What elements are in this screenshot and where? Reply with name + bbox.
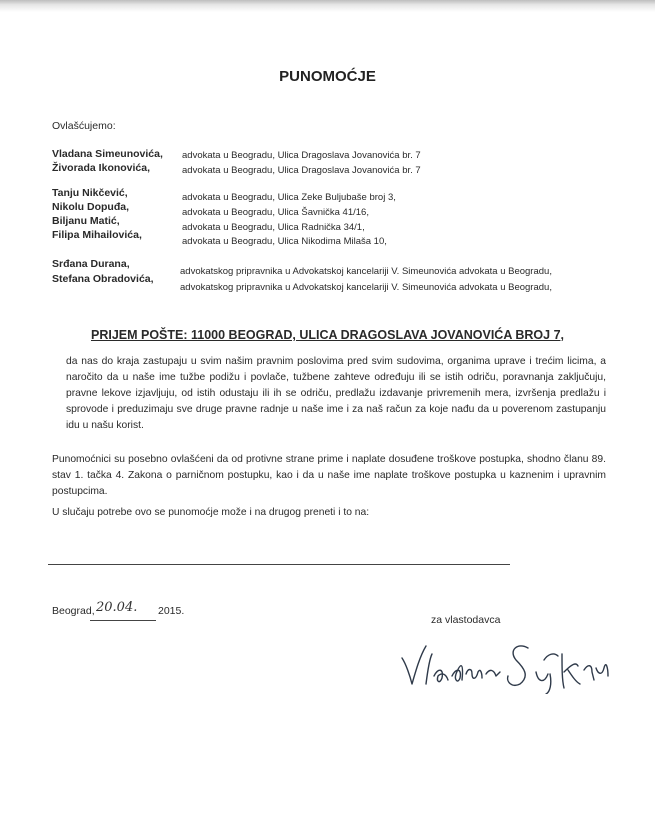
intern-name: Srđana Durana,	[52, 258, 130, 270]
date-year: 2015.	[158, 605, 185, 617]
delivery-address-heading: PRIJEM POŠTE: 11000 BEOGRAD, ULICA DRAGOSLAVA JOVANOVIĆA BROJ 7,	[90, 328, 564, 342]
intern-address: advokatskog pripravnika u Advokatskoj kancelariji V. Simeunovića advokata u Beogradu,	[180, 266, 552, 277]
attorney-name: Nikolu Dopuđa,	[52, 201, 129, 213]
attorney-address: advokata u Beogradu, Ulica Zeke Buljubaše broj 3,	[182, 192, 396, 203]
attorney-name: Živorada Ikonovića,	[52, 162, 151, 174]
attorney-address: advokata u Beogradu, Ulica Dragoslava Jovanovića br. 7	[182, 165, 421, 176]
intern-name: Stefana Obradovića,	[52, 273, 154, 285]
attorney-name: Tanju Nikčević,	[52, 187, 128, 199]
document-title: PUNOMOĆJE	[279, 68, 376, 85]
transfer-paragraph: U slučaju potrebe ovo se punomoćje može i na drugog preneti i to na:	[52, 507, 370, 518]
handwritten-date: 20.04.	[96, 600, 138, 615]
substitute-blank-line	[48, 564, 510, 565]
scan-edge-shadow	[0, 0, 655, 12]
place-label: Beograd,	[52, 605, 95, 617]
attorney-address: advokata u Beogradu, Ulica Šavnička 41/16,	[182, 207, 369, 218]
attorney-name: Vladana Simeunovića,	[52, 148, 163, 160]
costs-paragraph: Punomoćnici su posebno ovlašćeni da od protivne strane prime i naplate dosuđene troškove postupka, shodno članu 89. stav 1. tačka 4. Zakona o parničnom postupku, kao i da u naše ime naplate troškove postupka u kaznenim i upravnim postupcima.	[52, 454, 606, 497]
attorney-address: advokata u Beogradu, Ulica Nikodima Milaša 10,	[182, 236, 387, 247]
signatory-label: za vlastodavca	[431, 614, 501, 626]
authorization-paragraph: da nas do kraja zastupaju u svim našim pravnim poslovima pred svim sudovima, organima uprave i trećim licima, a naročito da u naše ime tužbe podižu i povlače, tužbene zahteve određuju ili se istih odriču, poravnanja zaključuju, pravne lekove izjavljuju, od istih odustaju ili ih se odriču, predlažu izdavanje privremenih mera, izvršenja predlažu i sprovode i preduzimaju sve druge pravne radnje u naše ime i za naš račun za koje nađu da u poverenom zastupanju idu u našu korist.	[66, 356, 606, 431]
attorney-address: advokata u Beogradu, Ulica Radnička 34/1,	[182, 222, 365, 233]
signature	[396, 624, 628, 694]
date-underline	[90, 620, 156, 621]
intern-address: advokatskog pripravnika u Advokatskoj kancelariji V. Simeunovića advokata u Beogradu,	[180, 282, 552, 293]
attorney-name: Filipa Mihailovića,	[52, 229, 142, 241]
attorney-name: Biljanu Matić,	[52, 215, 120, 227]
intro-text: Ovlašćujemo:	[52, 120, 116, 132]
attorney-address: advokata u Beogradu, Ulica Dragoslava Jovanovića br. 7	[182, 150, 421, 161]
